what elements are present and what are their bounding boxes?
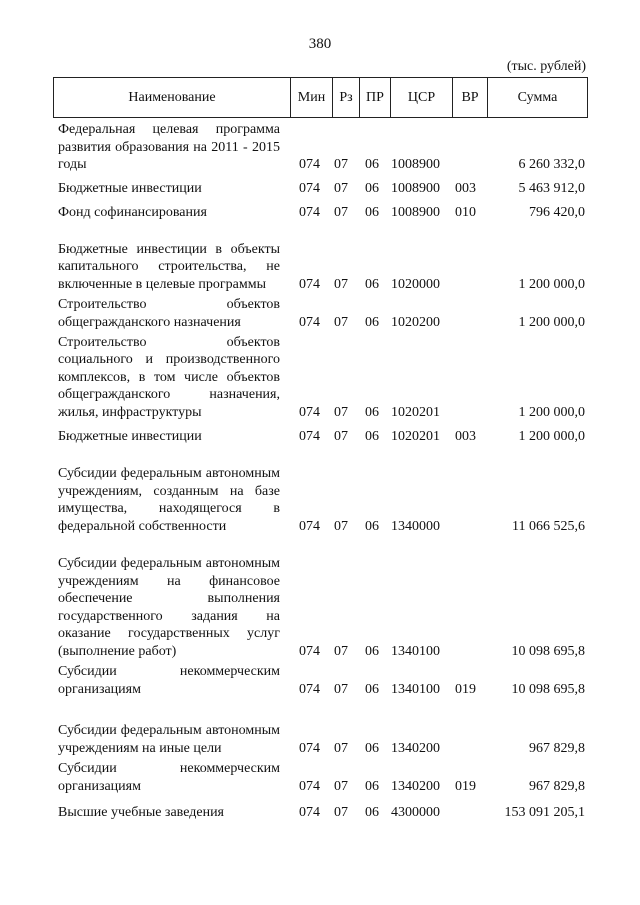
row-csr: 1340100 (391, 681, 440, 697)
row-rz: 07 (334, 314, 348, 330)
row-rz: 07 (334, 404, 348, 420)
row-pr: 06 (365, 276, 379, 292)
row-pr: 06 (365, 314, 379, 330)
table-row (0, 757, 640, 795)
row-sum: 967 829,8 (529, 778, 585, 794)
row-csr: 1008900 (391, 180, 440, 196)
table-header (53, 77, 588, 118)
table-row (0, 698, 640, 757)
row-name: Субсидии некоммерческим организациям (58, 664, 280, 697)
units-label: (тыс. рублей) (506, 59, 586, 74)
row-pr: 06 (365, 204, 379, 220)
header-min: Мин (291, 78, 333, 118)
row-pr: 06 (365, 804, 379, 820)
header-vr: ВР (453, 78, 488, 118)
row-csr: 1340000 (391, 518, 440, 534)
row-vr: 019 (455, 778, 476, 794)
row-name: Субсидии некоммерческим организациям (58, 761, 280, 794)
row-csr: 1020201 (391, 404, 440, 420)
row-rz: 07 (334, 180, 348, 196)
row-sum: 153 091 205,1 (504, 804, 585, 820)
row-csr: 4300000 (391, 804, 440, 820)
page-number: 380 (308, 36, 332, 52)
row-rz: 07 (334, 681, 348, 697)
row-rz: 07 (334, 518, 348, 534)
table-row (0, 445, 640, 535)
row-min: 074 (299, 314, 320, 330)
row-sum: 967 829,8 (529, 740, 585, 756)
row-rz: 07 (334, 740, 348, 756)
row-min: 074 (299, 804, 320, 820)
table-row (0, 535, 640, 660)
row-name: Строительство объектов социального и производственного комплексов, в том числе объектов общегражданского назначения, жилья, инфраструктуры (58, 334, 280, 420)
row-min: 074 (299, 156, 320, 172)
row-min: 074 (299, 740, 320, 756)
table-row (0, 221, 640, 293)
row-csr: 1340100 (391, 643, 440, 659)
row-pr: 06 (365, 681, 379, 697)
table-row (0, 121, 640, 173)
row-csr: 1008900 (391, 156, 440, 172)
row-sum: 10 098 695,8 (511, 643, 585, 659)
header-rz: Рз (333, 78, 360, 118)
row-min: 074 (299, 404, 320, 420)
row-name: Федеральная целевая программа развития образования на 2011 - 2015 годы (58, 122, 280, 172)
row-rz: 07 (334, 643, 348, 659)
row-name: Строительство объектов общегражданского назначения (58, 297, 280, 330)
row-pr: 06 (365, 428, 379, 444)
row-pr: 06 (365, 778, 379, 794)
row-min: 074 (299, 681, 320, 697)
row-min: 074 (299, 778, 320, 794)
row-csr: 1340200 (391, 740, 440, 756)
header-sum: Сумма (488, 78, 588, 118)
row-pr: 06 (365, 518, 379, 534)
row-vr: 003 (455, 180, 476, 196)
header-pr: ПР (360, 78, 391, 118)
row-sum: 6 260 332,0 (518, 156, 585, 172)
row-name: Бюджетные инвестиции (58, 180, 202, 196)
row-sum: 1 200 000,0 (518, 314, 585, 330)
row-pr: 06 (365, 740, 379, 756)
row-rz: 07 (334, 804, 348, 820)
header-csr: ЦСР (391, 78, 453, 118)
row-vr: 010 (455, 204, 476, 220)
row-rz: 07 (334, 778, 348, 794)
row-rz: 07 (334, 428, 348, 444)
row-min: 074 (299, 428, 320, 444)
row-min: 074 (299, 518, 320, 534)
row-min: 074 (299, 180, 320, 196)
table-row (0, 795, 640, 821)
row-sum: 5 463 912,0 (518, 180, 585, 196)
row-sum: 1 200 000,0 (518, 404, 585, 420)
row-name: Бюджетные инвестиции в объекты капитального строительства, не включенные в целевые программы (58, 241, 280, 292)
row-name: Фонд софинансирования (58, 204, 207, 220)
row-name: Субсидии федеральным автономным учреждениям на иные цели (58, 723, 280, 756)
row-sum: 11 066 525,6 (512, 518, 585, 534)
row-name: Субсидии федеральным автономным учреждениям, созданным на базе имущества, находящегося в федеральной собственности (58, 466, 280, 534)
table-row (0, 197, 640, 221)
row-csr: 1340200 (391, 778, 440, 794)
row-name: Высшие учебные заведения (58, 804, 224, 820)
row-vr: 003 (455, 428, 476, 444)
row-csr: 1020200 (391, 314, 440, 330)
row-min: 074 (299, 276, 320, 292)
row-pr: 06 (365, 404, 379, 420)
table-body (0, 121, 640, 821)
table-row (0, 293, 640, 331)
row-name: Бюджетные инвестиции (58, 428, 202, 444)
row-rz: 07 (334, 156, 348, 172)
row-rz: 07 (334, 276, 348, 292)
row-pr: 06 (365, 643, 379, 659)
row-csr: 1020000 (391, 276, 440, 292)
row-sum: 796 420,0 (529, 204, 585, 220)
row-min: 074 (299, 204, 320, 220)
table-row (0, 660, 640, 698)
row-name: Субсидии федеральным автономным учреждениям на финансовое обеспечение выполнения государственного задания на оказание государственных услуг (выполнение работ) (58, 556, 280, 659)
table-row (0, 331, 640, 421)
row-csr: 1008900 (391, 204, 440, 220)
row-vr: 019 (455, 681, 476, 697)
table-row (0, 421, 640, 445)
row-sum: 1 200 000,0 (518, 276, 585, 292)
table-row (0, 173, 640, 197)
header-name: Наименование (54, 78, 291, 118)
row-csr: 1020201 (391, 428, 440, 444)
row-rz: 07 (334, 204, 348, 220)
row-pr: 06 (365, 156, 379, 172)
row-min: 074 (299, 643, 320, 659)
row-sum: 1 200 000,0 (518, 428, 585, 444)
row-pr: 06 (365, 180, 379, 196)
row-sum: 10 098 695,8 (511, 681, 585, 697)
